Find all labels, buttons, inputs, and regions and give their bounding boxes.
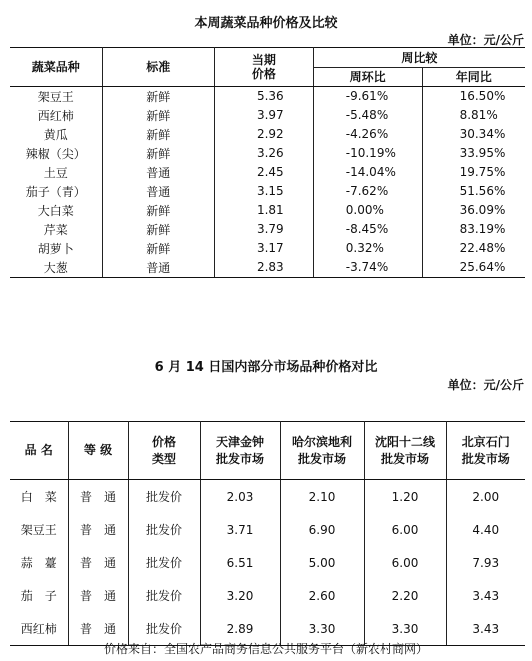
week-on-week-cell: -8.45% — [313, 220, 422, 239]
year-on-year-cell: 33.95% — [459, 146, 506, 160]
year-on-year-cell: 8.81% — [459, 108, 498, 122]
variety-cell: 架豆王 — [10, 86, 102, 106]
shenyang-price-cell: 2.20 — [364, 579, 446, 612]
year-on-year-cell: 83.19% — [459, 222, 506, 236]
beijing-price-cell: 2.00 — [446, 480, 525, 514]
week-on-week-cell: -4.26% — [313, 125, 422, 144]
week-on-week-cell: 0.32% — [313, 239, 422, 258]
name-cell: 白 菜 — [10, 480, 68, 514]
table1-unit: 单位：元/公斤 — [447, 33, 524, 47]
grade-cell: 普 通 — [68, 579, 128, 612]
year-on-year-cell: 19.75% — [459, 165, 506, 179]
header-current-price-line2: 价格 — [251, 66, 276, 81]
shenyang-price-cell: 3.30 — [364, 612, 446, 646]
current-price-cell: 5.36 — [214, 86, 313, 106]
harbin-price-cell: 3.30 — [280, 612, 364, 646]
current-price-cell: 3.79 — [214, 220, 313, 239]
grade-cell: 普 通 — [68, 513, 128, 546]
current-price-cell: 2.92 — [214, 125, 313, 144]
table-row — [10, 220, 525, 239]
header-current-price-line1: 当期 — [251, 52, 276, 67]
grade-cell: 普 通 — [68, 546, 128, 579]
price-type-cell: 批发价 — [128, 480, 200, 514]
variety-cell: 辣椒（尖） — [10, 144, 102, 163]
header-price-type — [128, 422, 200, 480]
week-on-week-cell: -14.04% — [313, 163, 422, 182]
header-tianjin-jinzhong-line: 批发市场 — [215, 451, 264, 466]
header-tianjin-jinzhong — [200, 422, 280, 480]
header-price-type-line: 价格 — [151, 434, 176, 449]
harbin-price-cell: 6.90 — [280, 513, 364, 546]
header-standard: 标准 — [102, 48, 214, 86]
source-footer: 价格来自：全国农产品商务信息公共服务平台（新农村商网） — [103, 642, 428, 656]
year-on-year-cell: 51.56% — [459, 184, 506, 198]
standard-cell: 新鲜 — [102, 144, 214, 163]
name-cell: 茄 子 — [10, 579, 68, 612]
market-price-table-header — [10, 422, 525, 480]
table-row — [10, 258, 525, 278]
header-name-line: 品 名 — [24, 443, 53, 457]
table-row — [10, 125, 525, 144]
harbin-price-cell: 2.10 — [280, 480, 364, 514]
header-beijing-shimen — [446, 422, 525, 480]
table-row — [10, 163, 525, 182]
tianjin-price-cell: 2.89 — [200, 612, 280, 646]
beijing-price-cell: 7.93 — [446, 546, 525, 579]
tianjin-price-cell: 3.20 — [200, 579, 280, 612]
harbin-price-cell: 5.00 — [280, 546, 364, 579]
year-on-year-cell: 36.09% — [459, 203, 506, 217]
table1-title: 本周蔬菜品种价格及比较 — [194, 16, 338, 31]
current-price-cell: 2.45 — [214, 163, 313, 182]
header-beijing-shimen-line: 批发市场 — [461, 451, 510, 466]
year-on-year-cell: 16.50% — [459, 89, 506, 103]
header-beijing-shimen-line: 北京石门 — [461, 434, 510, 449]
variety-cell: 胡萝卜 — [10, 239, 102, 258]
header-harbin-dili — [280, 422, 364, 480]
header-shenyang-shierxian — [364, 422, 446, 480]
standard-cell: 新鲜 — [102, 86, 214, 106]
variety-cell: 茄子（青） — [10, 182, 102, 201]
name-cell: 西红柿 — [10, 612, 68, 646]
shenyang-price-cell: 6.00 — [364, 546, 446, 579]
header-tianjin-jinzhong-line: 天津金钟 — [215, 434, 264, 449]
table-row — [10, 513, 525, 546]
weekly-price-table — [10, 47, 525, 278]
week-on-week-cell: 0.00% — [313, 201, 422, 220]
table-row — [10, 579, 525, 612]
header-variety: 蔬菜品种 — [10, 48, 102, 86]
table-row — [10, 86, 525, 106]
standard-cell: 新鲜 — [102, 125, 214, 144]
standard-cell: 新鲜 — [102, 239, 214, 258]
year-on-year-cell: 30.34% — [459, 127, 506, 141]
year-on-year-cell: 22.48% — [459, 241, 506, 255]
week-on-week-cell: -3.74% — [313, 258, 422, 278]
beijing-price-cell: 4.40 — [446, 513, 525, 546]
week-on-week-cell: -7.62% — [313, 182, 422, 201]
week-on-week-cell: -5.48% — [313, 106, 422, 125]
variety-cell: 西红柿 — [10, 106, 102, 125]
weekly-price-table-body — [10, 86, 525, 277]
header-current-price — [214, 48, 313, 86]
week-on-week-cell: -10.19% — [313, 144, 422, 163]
shenyang-price-cell: 6.00 — [364, 513, 446, 546]
grade-cell: 普 通 — [68, 612, 128, 646]
price-type-cell: 批发价 — [128, 513, 200, 546]
standard-cell: 普通 — [102, 163, 214, 182]
variety-cell: 土豆 — [10, 163, 102, 182]
current-price-cell: 3.97 — [214, 106, 313, 125]
variety-cell: 大葱 — [10, 258, 102, 278]
tianjin-price-cell: 6.51 — [200, 546, 280, 579]
variety-cell: 大白菜 — [10, 201, 102, 220]
table-row — [10, 144, 525, 163]
header-price-type-line: 类型 — [151, 451, 176, 466]
tianjin-price-cell: 3.71 — [200, 513, 280, 546]
table-row — [10, 239, 525, 258]
price-type-cell: 批发价 — [128, 612, 200, 646]
header-year-on-year: 年同比 — [422, 68, 525, 86]
header-harbin-dili-line: 批发市场 — [297, 451, 346, 466]
current-price-cell: 2.83 — [214, 258, 313, 278]
name-cell: 蒜 薹 — [10, 546, 68, 579]
price-type-cell: 批发价 — [128, 579, 200, 612]
beijing-price-cell: 3.43 — [446, 612, 525, 646]
header-grade — [68, 422, 128, 480]
header-shenyang-shierxian-line: 沈阳十二线 — [374, 434, 435, 449]
table2-title: 6 月 14 日国内部分市场品种价格对比 — [154, 360, 378, 375]
standard-cell: 新鲜 — [102, 106, 214, 125]
header-grade-line: 等 级 — [83, 443, 113, 457]
shenyang-price-cell: 1.20 — [364, 480, 446, 514]
beijing-price-cell: 3.43 — [446, 579, 525, 612]
name-cell: 架豆王 — [10, 513, 68, 546]
header-name — [10, 422, 68, 480]
table2-unit: 单位：元/公斤 — [447, 378, 524, 392]
table-row — [10, 546, 525, 579]
table-row — [10, 182, 525, 201]
header-shenyang-shierxian-line: 批发市场 — [380, 451, 429, 466]
market-price-table — [10, 421, 525, 646]
standard-cell: 新鲜 — [102, 201, 214, 220]
variety-cell: 芹菜 — [10, 220, 102, 239]
price-type-cell: 批发价 — [128, 546, 200, 579]
header-harbin-dili-line: 哈尔滨地利 — [291, 434, 352, 449]
harbin-price-cell: 2.60 — [280, 579, 364, 612]
current-price-cell: 3.15 — [214, 182, 313, 201]
variety-cell: 黄瓜 — [10, 125, 102, 144]
header-weekly-comparison: 周比较 — [313, 48, 525, 68]
table-row — [10, 106, 525, 125]
market-price-table-body — [10, 480, 525, 646]
year-on-year-cell: 25.64% — [422, 258, 525, 278]
current-price-cell: 3.17 — [214, 239, 313, 258]
header-week-on-week: 周环比 — [313, 68, 422, 86]
tianjin-price-cell: 2.03 — [200, 480, 280, 514]
standard-cell: 普通 — [102, 258, 214, 278]
week-on-week-cell: -9.61% — [313, 86, 422, 106]
table-row — [10, 480, 525, 514]
grade-cell: 普 通 — [68, 480, 128, 514]
table-row — [10, 201, 525, 220]
current-price-cell: 3.26 — [214, 144, 313, 163]
standard-cell: 新鲜 — [102, 220, 214, 239]
current-price-cell: 1.81 — [214, 201, 313, 220]
standard-cell: 普通 — [102, 182, 214, 201]
